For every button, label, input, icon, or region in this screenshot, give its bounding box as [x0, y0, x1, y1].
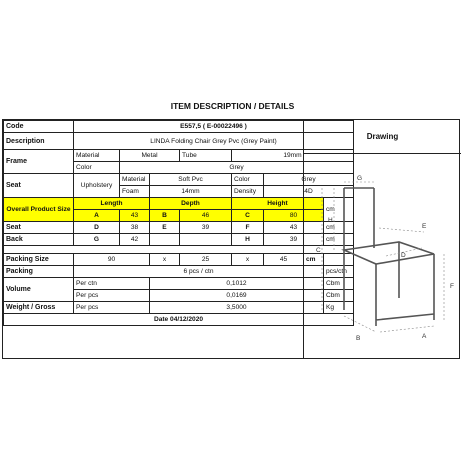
label-a: A — [422, 333, 427, 340]
overall-unit: cm — [324, 198, 354, 222]
spacer-row — [4, 246, 354, 254]
back-dims-label: Back — [4, 234, 74, 246]
frame-row-1 — [4, 150, 354, 162]
backrest-frame — [344, 188, 374, 250]
packing-size-v3: 45 — [264, 254, 304, 266]
drawing-divider — [304, 153, 461, 154]
seat-color-label: Color — [232, 174, 264, 186]
packing-row — [4, 266, 354, 278]
volume-per-ctn-unit: Cbm — [324, 278, 354, 290]
seat-spec-row-1 — [4, 174, 354, 186]
dimension-lines — [322, 182, 444, 332]
weight-per-label: Per pcs — [74, 302, 150, 314]
page-title: ITEM DESCRIPTION / DETAILS — [170, 101, 295, 111]
frame-tube-label: Tube — [180, 150, 232, 162]
frame-label: Frame — [4, 150, 74, 174]
depth-header: Depth — [150, 198, 232, 210]
packing-size-label: Packing Size — [4, 254, 74, 266]
label-b: B — [356, 335, 361, 342]
volume-per-ctn-label: Per ctn — [74, 278, 150, 290]
dim-b-label: B — [150, 210, 180, 222]
packing-size-row — [4, 254, 354, 266]
packing-value: 6 pcs / ctn — [74, 266, 324, 278]
dim-e-value: 39 — [180, 222, 232, 234]
dim-c-label: C — [232, 210, 264, 222]
label-f: F — [450, 283, 454, 290]
frame-material-value: Metal — [120, 150, 180, 162]
back-dims-unit: cm — [324, 234, 354, 246]
label-h: H — [328, 217, 333, 224]
packing-size-x1: x — [150, 254, 180, 266]
spec-table — [3, 120, 354, 326]
weight-row — [4, 302, 354, 314]
volume-per-pcs-unit: Cbm — [324, 290, 354, 302]
volume-per-pcs-value: 0,0169 — [150, 290, 324, 302]
seat-spec-label: Seat — [4, 174, 74, 198]
seat-material-label: Material — [120, 174, 150, 186]
weight-unit: Kg — [324, 302, 354, 314]
overall-header-row — [4, 198, 354, 210]
packing-size-v1: 90 — [74, 254, 150, 266]
density-value: 4D — [264, 186, 354, 198]
volume-label: Volume — [4, 278, 74, 302]
height-header: Height — [232, 198, 324, 210]
dim-d-label: D — [74, 222, 120, 234]
seat-color-value: Grey — [264, 174, 354, 186]
dim-g-value: 42 — [120, 234, 150, 246]
description-row — [4, 133, 354, 150]
dim-e-label: E — [150, 222, 180, 234]
packing-size-v2: 25 — [180, 254, 232, 266]
dim-d-value: 38 — [120, 222, 150, 234]
label-c: C — [316, 247, 321, 254]
seat-dims-label: Seat — [4, 222, 74, 234]
frame-tube-value: 19mm — [232, 150, 354, 162]
dim-g-label: G — [74, 234, 120, 246]
label-e: E — [422, 223, 427, 230]
length-header: Length — [74, 198, 150, 210]
code-value: E557,5 ( E-00022496 ) — [74, 121, 354, 133]
frame-color-label: Color — [74, 162, 120, 174]
packing-size-x2: x — [232, 254, 264, 266]
frame-color-value: Grey — [120, 162, 354, 174]
foam-value: 14mm — [150, 186, 232, 198]
foam-label: Foam — [120, 186, 150, 198]
seat-material-value: Soft Pvc — [150, 174, 232, 186]
spec-sheet — [2, 119, 460, 359]
dim-a-value: 43 — [120, 210, 150, 222]
seat-dims-row — [4, 222, 354, 234]
frame-material-label: Material — [74, 150, 120, 162]
date-row — [4, 314, 354, 326]
empty-cell — [180, 234, 232, 246]
seat-frame — [344, 242, 434, 264]
dim-b-value: 46 — [180, 210, 232, 222]
packing-label: Packing — [4, 266, 74, 278]
code-row — [4, 121, 354, 133]
volume-per-ctn-value: 0,1012 — [150, 278, 324, 290]
back-dims-row — [4, 234, 354, 246]
description-label: Description — [4, 133, 74, 150]
overall-size-label: Overall Product Size — [4, 198, 74, 222]
drawing-panel — [303, 120, 461, 358]
label-g: G — [357, 175, 363, 182]
label-d: D — [401, 252, 406, 259]
dim-h-value: 39 — [264, 234, 324, 246]
spacer-cell — [4, 246, 354, 254]
volume-per-pcs-label: Per pcs — [74, 290, 150, 302]
volume-row-1 — [4, 278, 354, 290]
seat-dims-unit: cm — [324, 222, 354, 234]
chair-drawing — [304, 170, 461, 350]
drawing-title: Drawing — [366, 132, 399, 141]
dim-f-label: F — [232, 222, 264, 234]
code-label: Code — [4, 121, 74, 133]
dim-c-value: 80 — [264, 210, 324, 222]
chair-legs — [344, 242, 434, 326]
weight-label: Weight / Gross — [4, 302, 74, 314]
description-value: LINDA Folding Chair Grey Pvc (Grey Paint) — [74, 133, 354, 150]
date-text: Date 04/12/2020 — [4, 314, 354, 326]
weight-value: 3,5000 — [150, 302, 324, 314]
packing-unit: pcs/ctn — [324, 266, 354, 278]
density-label: Density — [232, 186, 264, 198]
packing-size-unit: cm — [304, 254, 324, 266]
dim-f-value: 43 — [264, 222, 324, 234]
upholstery-label: Upholstery — [74, 174, 120, 198]
empty-cell — [150, 234, 180, 246]
dim-h-label: H — [232, 234, 264, 246]
dim-a-label: A — [74, 210, 120, 222]
